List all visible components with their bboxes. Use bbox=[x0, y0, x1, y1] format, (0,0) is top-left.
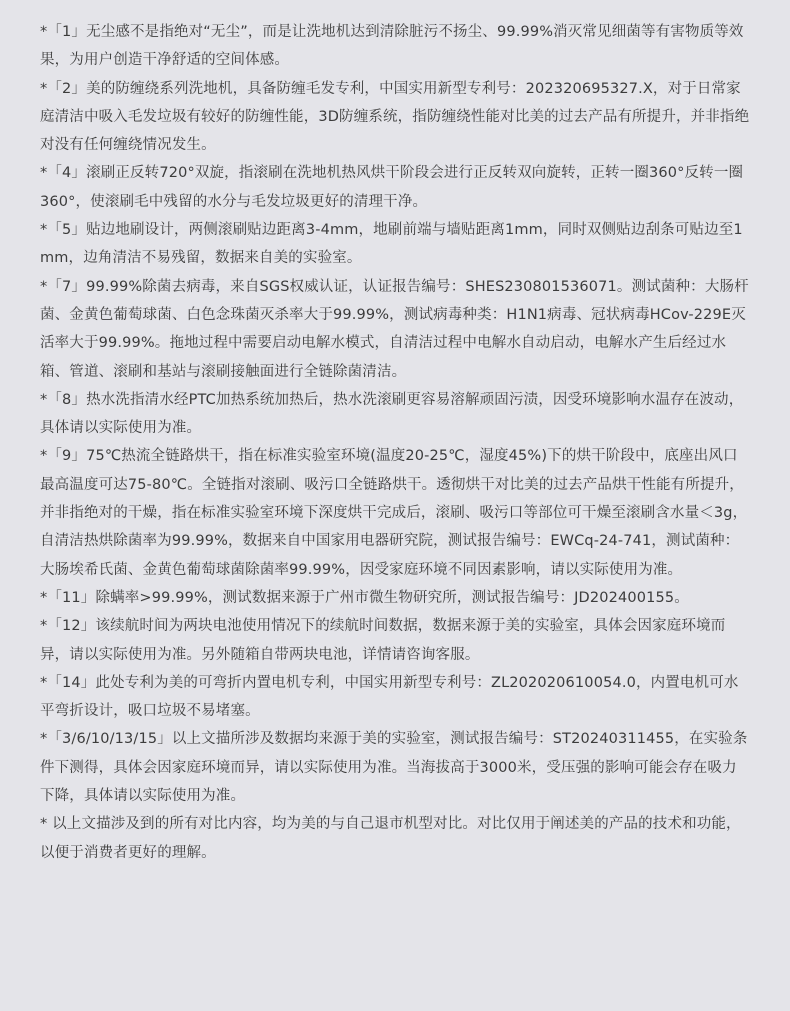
footnote-14: *「14」此处专利为美的可弯折内置电机专利，中国实用新型专利号：ZL202020610054.0，内置电机可水平弯折设计，吸口垃圾不易堵塞。 bbox=[40, 674, 739, 720]
footnote-5: *「5」贴边地刷设计，两侧滚刷贴边距离3-4mm，地刷前端与墙贴距离1mm，同时双侧贴边刮条可贴边至1mm，边角清洁不易残留，数据来自美的实验室。 bbox=[40, 222, 743, 267]
footnote-3-6-10-13-15: *「3/6/10/13/15」以上文描所涉及数据均来源于美的实验室，测试报告编号：ST20240311455，在实验条件下测得，具体会因家庭环境而异，请以实际使用为准。当海拔高于3000米，受压强的影响可能会存在吸力下降，具体请以实际使用为准。 bbox=[40, 731, 748, 805]
footnote-8: *「8」热水洗指清水经PTC加热系统加热后，热水洗滚刷更容易溶解顽固污渍，因受环境影响水温存在波动，具体请以实际使用为准。 bbox=[40, 391, 744, 437]
footnote-12: *「12」该续航时间为两块电池使用情况下的续航时间数据，数据来源于美的实验室，具体会因家庭环境而异，请以实际使用为准。另外随箱自带两块电池，详情请咨询客服。 bbox=[40, 618, 726, 663]
footnote-4: *「4」滚刷正反转720°双旋，指滚刷在洗地机热风烘干阶段会进行正反转双向旋转，正转一圈360°反转一圈360°，使滚刷毛中残留的水分与毛发垃圾更好的清理干净。 bbox=[40, 165, 744, 210]
footnote-7: *「7」99.99%除菌去病毒，来自SGS权威认证，认证报告编号：SHES230801536071。测试菌种：大肠杆菌、金黄色葡萄球菌、白色念珠菌灭杀率大于99.99%，测试病毒种类：H1N1病毒、冠状病毒HCov-229E灭活率大于99.99%。拖地过程中需要启动电解水模式，自清洁过程中电解水自动启动，电解水产生后经过水箱、管道、滚刷和基站与滚刷接触面进行全链除菌清洁。 bbox=[40, 278, 749, 380]
footnote-11: *「11」除螨率>99.99%，测试数据来源于广州市微生物研究所，测试报告编号：JD202400155。 bbox=[40, 589, 689, 606]
footnote-9: *「9」75℃热流全链路烘干，指在标准实验室环境(温度20-25℃，湿度45%)下的烘干阶段中，底座出风口最高温度可达75-80℃。全链指对滚刷、吸污口全链路烘干。透彻烘干对比美的过去产品烘干性能有所提升，并非指绝对的干燥，指在标准实验室环境下深度烘干完成后，滚刷、吸污口等部位可干燥至滚刷含水量＜3g，自清洁热烘除菌率为99.99%，数据来自中国家用电器研究院，测试报告编号：EWCq-24-741，测试菌种：大肠埃希氏菌、金黄色葡萄球菌除菌率99.99%，因受家庭环境不同因素影响，请以实际使用为准。 bbox=[40, 448, 748, 578]
footnote-list bbox=[40, 18, 750, 867]
footnote-1: *「1」无尘感不是指绝对“无尘”，而是让洗地机达到清除脏污不扬尘、99.99%消灭常见细菌等有害物质等效果，为用户创造干净舒适的空间体感。 bbox=[40, 24, 744, 69]
footnote-comparison: * 以上文描涉及到的所有对比内容，均为美的与自己退市机型对比。对比仅用于阐述美的产品的技术和功能，以便于消费者更好的理解。 bbox=[40, 816, 741, 861]
footnote-2: *「2」美的防缠绕系列洗地机，具备防缠毛发专利，中国实用新型专利号：202320695327.X，对于日常家庭清洁中吸入毛发垃圾有较好的防缠性能，3D防缠系统，指防缠绕性能对比美的过去产品有所提升，并非指绝对没有任何缠绕情况发生。 bbox=[40, 80, 750, 154]
